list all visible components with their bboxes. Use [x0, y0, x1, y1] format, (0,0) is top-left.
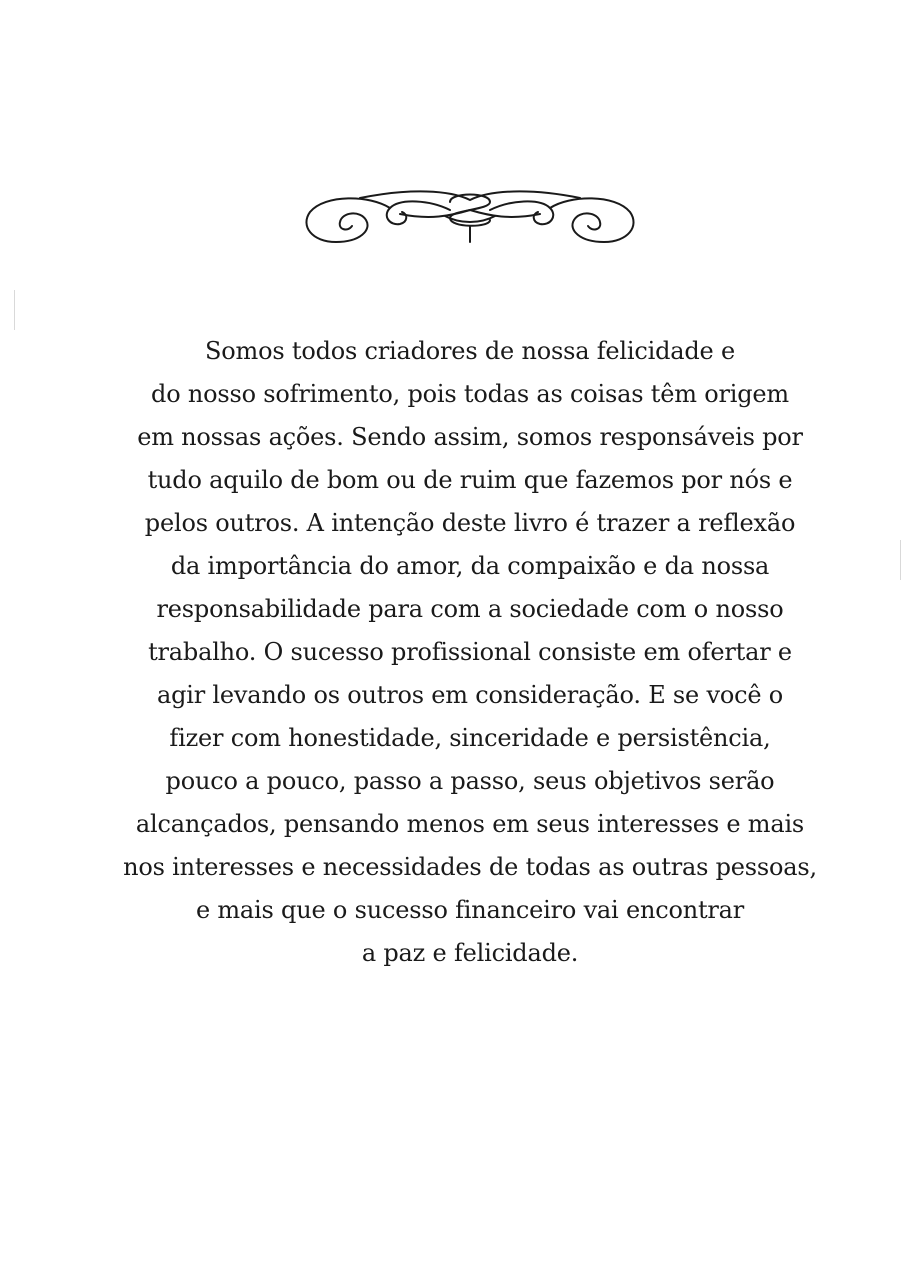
paragraph-line: fizer com honestidade, sinceridade e persistência,	[169, 724, 771, 752]
scan-edge-mark-right	[900, 540, 901, 580]
paragraph-line: trabalho. O sucesso profissional consiste em ofertar e	[148, 638, 792, 666]
paragraph-line: Somos todos criadores de nossa felicidade e	[205, 337, 735, 365]
flourish-ornament-icon	[300, 180, 640, 260]
paragraph-line: a paz e felicidade.	[361, 939, 579, 967]
paragraph-line: agir levando os outros em consideração. E se você o	[156, 681, 784, 709]
body-paragraph	[120, 330, 820, 975]
paragraph-line: do nosso sofrimento, pois todas as coisas têm origem	[151, 380, 789, 408]
paragraph-line: pelos outros. A intenção deste livro é trazer a reflexão	[144, 509, 796, 537]
paragraph-line: responsabilidade para com a sociedade com o nosso	[156, 595, 784, 623]
paragraph-line: e mais que o sucesso financeiro vai encontrar	[195, 896, 745, 924]
paragraph-line: nos interesses e necessidades de todas as outras pessoas,	[123, 853, 817, 881]
paragraph-line: pouco a pouco, passo a passo, seus objetivos serão	[165, 767, 775, 795]
paragraph-line: da importância do amor, da compaixão e da nossa	[170, 552, 770, 580]
scan-edge-mark-left	[14, 290, 15, 330]
paragraph-line: em nossas ações. Sendo assim, somos responsáveis por	[137, 423, 803, 451]
paragraph-line: alcançados, pensando menos em seus interesses e mais	[135, 810, 805, 838]
paragraph-line: tudo aquilo de bom ou de ruim que fazemos por nós e	[147, 466, 793, 494]
